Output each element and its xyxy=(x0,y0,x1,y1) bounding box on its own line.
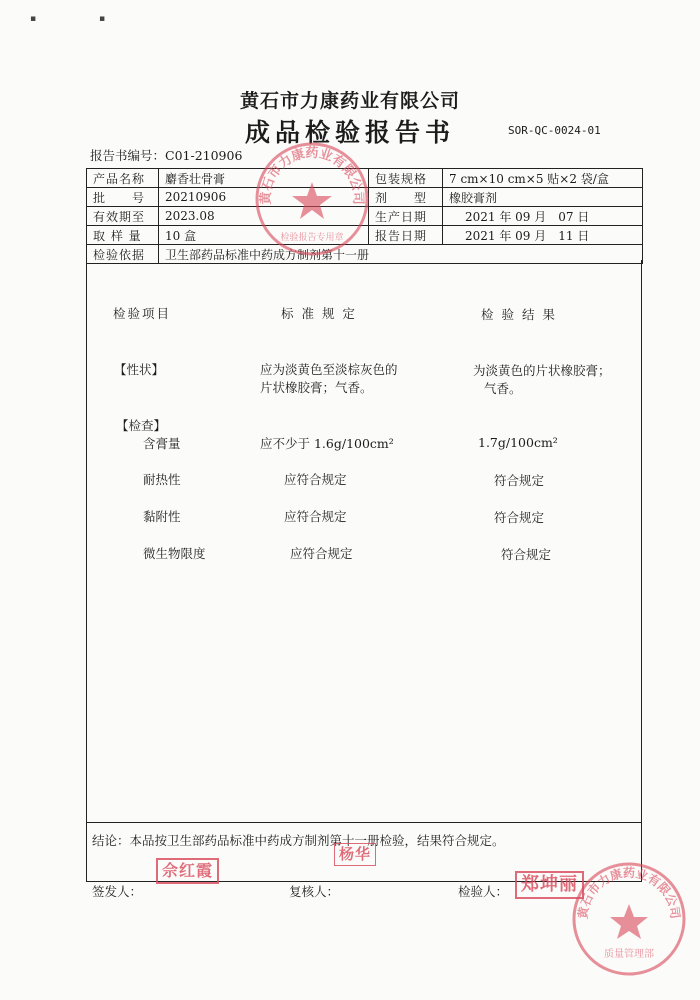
batch-label: 批 号 xyxy=(87,188,159,207)
results-frame xyxy=(86,260,642,882)
check-item-result: 符合规定 xyxy=(494,510,545,525)
check-item-standard: 应符合规定 xyxy=(290,546,353,561)
package-value: 7 cm×10 cm×5 贴×2 袋/盒 xyxy=(443,169,643,188)
company-name: 黄石市力康药业有限公司 xyxy=(239,90,460,112)
company-seal-subtext: 检验报告专用章 xyxy=(280,233,344,243)
column-header-result: 检 验 结 果 xyxy=(481,307,557,322)
qc-seal-text: 黄石市力康药业有限公司 xyxy=(575,866,683,920)
check-item-standard: 应符合规定 xyxy=(284,509,347,524)
production-date-label: 生产日期 xyxy=(369,207,443,226)
sample-value: 10 盒 xyxy=(159,226,369,245)
form-label: 剂 型 xyxy=(369,188,443,207)
batch-value: 20210906 xyxy=(159,188,369,207)
column-header-item: 检验项目 xyxy=(113,306,172,321)
product-name-label: 产品名称 xyxy=(87,169,159,188)
expiry-value: 2023.08 xyxy=(159,207,369,226)
char-result-line2: 气香。 xyxy=(484,381,522,396)
check-item-result: 1.7g/100cm² xyxy=(478,435,558,450)
inspector-label: 检验人： xyxy=(458,884,509,899)
company-seal-icon xyxy=(253,140,371,258)
conclusion-text: 结论：本品按卫生部药品标准中药成方制剂第十一册检验，结果符合规定。 xyxy=(92,833,505,848)
document-code: SOR-QC-0024-01 xyxy=(508,124,601,137)
check-item-name: 含膏量 xyxy=(143,436,181,451)
reviewer-name-stamp: 杨华 xyxy=(334,843,376,866)
company-seal-text: 黄石市力康药业有限公司 xyxy=(258,146,366,205)
package-label: 包装规格 xyxy=(369,169,443,188)
scan-specks: ▪ ▪ xyxy=(30,14,136,24)
inspector-name-stamp: 郑坤丽 xyxy=(515,871,584,899)
reviewer-label: 复核人： xyxy=(289,884,340,899)
conclusion-divider xyxy=(87,822,641,823)
check-item-result: 符合规定 xyxy=(494,473,545,488)
column-header-standard: 标 准 规 定 xyxy=(281,306,357,321)
production-date-value: 2021 年 09 月 07 日 xyxy=(443,207,643,226)
form-value: 橡胶膏剂 xyxy=(443,188,643,207)
product-name-value: 麝香壮骨膏 xyxy=(159,169,369,188)
check-item-name: 黏附性 xyxy=(143,509,181,524)
qc-seal-icon xyxy=(570,860,688,978)
qc-seal-subtext: 质量管理部 xyxy=(604,949,654,960)
document-title: 成品检验报告书 xyxy=(244,118,455,147)
expiry-label: 有效期至 xyxy=(87,207,159,226)
issuer-label: 签发人： xyxy=(92,884,143,899)
report-number: 报告书编号：C01-210906 xyxy=(90,148,243,163)
report-date-label: 报告日期 xyxy=(369,226,443,245)
check-item-result: 符合规定 xyxy=(501,547,552,562)
report-date-value: 2021 年 09 月 11 日 xyxy=(443,226,643,245)
char-standard-line2: 片状橡胶膏；气香。 xyxy=(260,380,373,395)
char-standard-line1: 应为淡黄色至淡棕灰色的 xyxy=(260,362,398,377)
basis-label: 检验依据 xyxy=(87,245,159,264)
section-checks: 【检查】 xyxy=(116,418,167,433)
basis-value: 卫生部药品标准中药成方制剂第十一册 xyxy=(159,245,643,264)
section-characteristics: 【性状】 xyxy=(114,362,165,377)
sample-label: 取 样 量 xyxy=(87,226,159,245)
check-item-standard: 应不少于 1.6g/100cm² xyxy=(260,436,394,451)
check-item-name: 耐热性 xyxy=(143,472,181,487)
char-result-line1: 为淡黄色的片状橡胶膏； xyxy=(473,363,611,378)
issuer-name-stamp: 佘红霞 xyxy=(156,858,219,884)
check-item-standard: 应符合规定 xyxy=(284,472,347,487)
check-item-name: 微生物限度 xyxy=(143,546,206,561)
